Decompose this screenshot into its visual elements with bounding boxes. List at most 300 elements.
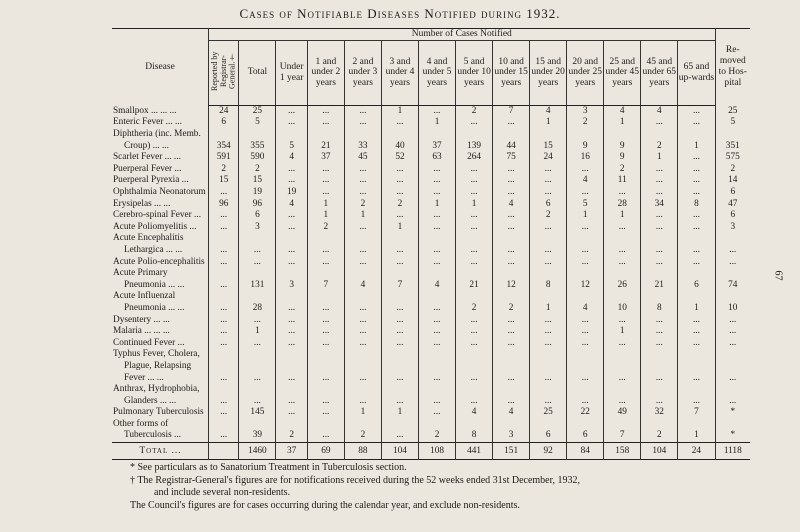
table-row — [112, 361, 750, 373]
table-row — [112, 443, 750, 460]
table-cell: ... — [381, 210, 418, 222]
table-cell: ... — [307, 338, 344, 350]
table-cell: ... — [604, 187, 641, 199]
table-cell: 39 — [239, 430, 276, 442]
page-number: 67 — [772, 270, 784, 281]
table-cell: ... — [530, 373, 567, 385]
table-cell — [678, 233, 715, 245]
table-cell: ... — [678, 245, 715, 257]
table-cell: ... — [456, 338, 493, 350]
table-cell — [381, 268, 418, 280]
table-cell: 1 — [456, 199, 493, 211]
table-cell: 108 — [419, 443, 456, 460]
table-cell — [678, 384, 715, 396]
table-cell — [715, 291, 750, 303]
table-cell — [641, 419, 678, 431]
table-cell: ... — [419, 326, 456, 338]
table-cell: ... — [419, 175, 456, 187]
table-cell: ... — [678, 164, 715, 176]
disease-name: Ophthalmia Neonatorum — [113, 187, 206, 197]
table-cell: ... — [381, 373, 418, 385]
table-cell: ... — [344, 257, 381, 269]
table-cell — [344, 291, 381, 303]
table-cell — [307, 384, 344, 396]
table-row — [112, 349, 750, 361]
table-cell: 3 — [239, 222, 276, 234]
disease-name: Malaria ... ... ... — [113, 326, 170, 337]
table-cell: 21 — [641, 280, 678, 292]
table-cell: 1 — [678, 430, 715, 442]
table-cell — [456, 233, 493, 245]
table-cell: ... — [641, 396, 678, 408]
table-cell: 74 — [715, 280, 750, 292]
table-cell — [276, 419, 307, 431]
table-cell — [419, 233, 456, 245]
table-cell — [456, 291, 493, 303]
table-cell: ... — [715, 245, 750, 257]
table-cell: ... — [381, 257, 418, 269]
table-cell — [530, 419, 567, 431]
table-cell — [276, 361, 307, 373]
table-cell: 264 — [456, 152, 493, 164]
header-age-col: 25 and under 45 years — [604, 40, 641, 105]
table-cell: 5 — [715, 117, 750, 129]
table-row — [112, 257, 750, 269]
table-cell: 131 — [239, 280, 276, 292]
table-cell: 2 — [307, 222, 344, 234]
table-row — [112, 396, 750, 408]
table-row — [112, 105, 750, 117]
footnote-council: The Council's figures are for cases occurring during the calendar year, and exclude non-residents. — [130, 499, 520, 511]
disease-name: Cerebro-spinal Fever ... — [113, 210, 202, 221]
table-cell: ... — [381, 315, 418, 327]
table-cell: 5 — [276, 141, 307, 153]
table-row — [112, 407, 750, 419]
table-cell: 44 — [493, 141, 530, 153]
table-cell: ... — [276, 164, 307, 176]
table-cell — [419, 349, 456, 361]
table-cell: 6 — [530, 199, 567, 211]
table-cell — [381, 291, 418, 303]
table-cell: ... — [419, 373, 456, 385]
table-cell: 32 — [641, 407, 678, 419]
table-cell — [239, 419, 276, 431]
table-cell — [239, 349, 276, 361]
table-cell — [344, 361, 381, 373]
table-cell: ... — [678, 175, 715, 187]
table-cell: ... — [209, 373, 239, 385]
table-cell: ... — [604, 257, 641, 269]
table-cell: ... — [419, 257, 456, 269]
table-cell: ... — [456, 164, 493, 176]
table-cell — [567, 291, 604, 303]
table-cell: ... — [715, 338, 750, 350]
table-cell: 1 — [307, 199, 344, 211]
table-cell — [641, 291, 678, 303]
table-cell — [456, 361, 493, 373]
table-cell — [530, 291, 567, 303]
page-title: Cases of Notifiable Diseases Notified during 1932. — [239, 6, 561, 21]
table-cell: ... — [530, 326, 567, 338]
table-cell: ... — [239, 373, 276, 385]
table-cell — [567, 419, 604, 431]
table-cell: 2 — [381, 199, 418, 211]
table-cell — [209, 291, 239, 303]
table-cell: 9 — [604, 152, 641, 164]
table-cell — [530, 268, 567, 280]
table-cell: 25 — [239, 105, 276, 117]
table-cell: ... — [307, 117, 344, 129]
table-cell: 7 — [493, 105, 530, 117]
header-number-of-cases: Number of Cases Notified — [209, 29, 715, 41]
table-cell — [344, 268, 381, 280]
table-cell: ... — [567, 187, 604, 199]
table-cell — [493, 129, 530, 141]
disease-name: Smallpox ... ... ... — [113, 105, 177, 116]
table-cell — [209, 129, 239, 141]
table-cell: ... — [344, 303, 381, 315]
table-cell: ... — [530, 315, 567, 327]
table-row — [112, 326, 750, 338]
table-cell: 2 — [344, 199, 381, 211]
table-cell — [456, 384, 493, 396]
table-cell: ... — [239, 315, 276, 327]
table-cell: ... — [678, 210, 715, 222]
table-cell: 6 — [715, 187, 750, 199]
table-cell: ... — [641, 257, 678, 269]
table-cell: 49 — [604, 407, 641, 419]
table-cell: ... — [567, 257, 604, 269]
table-cell: 25 — [715, 105, 750, 117]
table-cell: 84 — [567, 443, 604, 460]
table-cell — [381, 129, 418, 141]
table-cell: ... — [307, 315, 344, 327]
table-cell — [493, 233, 530, 245]
table-row — [112, 164, 750, 176]
table-cell — [381, 384, 418, 396]
table-cell: ... — [493, 175, 530, 187]
table-row — [112, 233, 750, 245]
table-cell: ... — [567, 326, 604, 338]
table-cell: 9 — [604, 141, 641, 153]
table-cell: ... — [209, 187, 239, 199]
table-cell: ... — [209, 338, 239, 350]
table-cell: 2 — [239, 164, 276, 176]
table-cell: 37 — [419, 141, 456, 153]
table-cell: 24 — [530, 152, 567, 164]
table-cell: 1 — [381, 407, 418, 419]
table-cell: ... — [276, 303, 307, 315]
table-cell: ... — [307, 407, 344, 419]
table-cell: ... — [641, 187, 678, 199]
table-cell: 26 — [604, 280, 641, 292]
table-cell: 354 — [209, 141, 239, 153]
table-cell — [456, 129, 493, 141]
table-cell: 3 — [567, 105, 604, 117]
disease-name: Acute Encephalitis — [113, 233, 184, 244]
table-cell: 52 — [381, 152, 418, 164]
header-age-col: 10 and under 15 years — [493, 40, 530, 105]
table-cell: ... — [209, 430, 239, 442]
table-cell: ... — [604, 338, 641, 350]
table-cell: ... — [419, 210, 456, 222]
table-cell: ... — [276, 257, 307, 269]
table-cell: ... — [276, 245, 307, 257]
table-cell: ... — [530, 257, 567, 269]
table-cell: 7 — [381, 280, 418, 292]
table-cell: 1 — [419, 199, 456, 211]
table-cell — [604, 291, 641, 303]
table-cell: ... — [239, 396, 276, 408]
table-cell — [344, 233, 381, 245]
disease-name: Acute Polio-encephalitis — [113, 256, 205, 267]
disease-name: Fever ... ... — [124, 372, 164, 383]
table-cell — [239, 291, 276, 303]
header-age-col: 3 and under 4 years — [381, 40, 418, 105]
table-cell: 6 — [209, 117, 239, 129]
table-cell: 10 — [604, 303, 641, 315]
table-cell — [307, 233, 344, 245]
footnote-registrar-cont: and include several non-residents. — [154, 487, 291, 498]
table-cell: ... — [567, 338, 604, 350]
disease-name: Puerperal Fever ... — [113, 163, 182, 174]
table-cell: ... — [307, 245, 344, 257]
table-cell: ... — [276, 373, 307, 385]
table-cell: 25 — [530, 407, 567, 419]
table-cell: 2 — [604, 164, 641, 176]
table-cell: ... — [493, 117, 530, 129]
table-cell: 2 — [567, 117, 604, 129]
table-cell — [715, 361, 750, 373]
header-age-col: 45 and under 65 years — [641, 40, 678, 105]
table-cell: 1 — [604, 326, 641, 338]
table-cell: 4 — [419, 280, 456, 292]
table-cell: 5 — [239, 117, 276, 129]
table-cell: 6 — [239, 210, 276, 222]
table-cell — [419, 291, 456, 303]
table-cell — [567, 349, 604, 361]
disease-name: Other forms of — [113, 418, 169, 429]
table-cell: ... — [209, 210, 239, 222]
table-cell: ... — [493, 315, 530, 327]
table-cell: ... — [493, 187, 530, 199]
table-cell: 33 — [344, 141, 381, 153]
table-cell: ... — [678, 326, 715, 338]
table-cell — [276, 268, 307, 280]
table-cell — [209, 349, 239, 361]
table-cell: ... — [307, 257, 344, 269]
table-cell: 15 — [530, 141, 567, 153]
table-cell: 37 — [276, 443, 307, 460]
table-cell: ... — [209, 245, 239, 257]
table-cell: 28 — [239, 303, 276, 315]
table-cell — [344, 419, 381, 431]
table-cell: 12 — [493, 280, 530, 292]
table-cell: 28 — [604, 199, 641, 211]
table-cell — [493, 268, 530, 280]
table-cell: 21 — [456, 280, 493, 292]
table-cell: ... — [344, 117, 381, 129]
table-cell: ... — [678, 222, 715, 234]
table-cell: ... — [344, 105, 381, 117]
table-cell: 1 — [641, 152, 678, 164]
disease-name: Anthrax, Hydrophobia, — [113, 384, 200, 395]
table-cell — [493, 349, 530, 361]
table-cell: ... — [276, 222, 307, 234]
table-cell: ... — [419, 315, 456, 327]
header-age-col: 65 and up-wards — [678, 40, 715, 105]
table-cell: ... — [641, 210, 678, 222]
table-row — [112, 315, 750, 327]
table-cell — [678, 349, 715, 361]
table-cell: ... — [493, 164, 530, 176]
table-cell: ... — [209, 407, 239, 419]
table-cell: ... — [456, 187, 493, 199]
table-cell: ... — [307, 373, 344, 385]
table-cell: 47 — [715, 199, 750, 211]
table-cell: 4 — [567, 303, 604, 315]
table-cell: ... — [604, 396, 641, 408]
table-cell: ... — [493, 326, 530, 338]
table-row — [112, 268, 750, 280]
table-cell: ... — [530, 396, 567, 408]
table-row — [112, 373, 750, 385]
table-cell: ... — [641, 338, 678, 350]
table-cell: 2 — [276, 430, 307, 442]
disease-name: Typhus Fever, Cholera, — [113, 349, 200, 360]
table-cell — [239, 384, 276, 396]
table-cell: ... — [641, 245, 678, 257]
table-cell: ... — [715, 373, 750, 385]
disease-name: Lethargica ... ... — [124, 244, 183, 255]
footnote-registrar: † The Registrar-General's figures are for notifications received during the 52 weeks ended 31st December, 1932, — [130, 474, 581, 486]
table-cell — [678, 268, 715, 280]
table-cell: 1 — [381, 222, 418, 234]
table-cell: ... — [381, 326, 418, 338]
table-cell — [604, 361, 641, 373]
table-cell — [604, 419, 641, 431]
table-cell — [715, 349, 750, 361]
table-cell: ... — [678, 338, 715, 350]
header-age-col: Under 1 year — [276, 40, 307, 105]
table-cell: ... — [604, 245, 641, 257]
table-cell — [381, 349, 418, 361]
table-cell: ... — [307, 105, 344, 117]
table-cell: ... — [493, 257, 530, 269]
table-cell: 4 — [493, 199, 530, 211]
table-cell: 4 — [344, 280, 381, 292]
disease-name: Diphtheria (inc. Memb. — [113, 129, 201, 140]
table-cell — [604, 349, 641, 361]
table-cell: ... — [381, 303, 418, 315]
disease-name: Total ... — [139, 446, 182, 457]
table-cell — [604, 233, 641, 245]
table-cell: ... — [493, 222, 530, 234]
table-cell — [239, 268, 276, 280]
table-row — [112, 430, 750, 442]
table-cell — [641, 384, 678, 396]
footnotes — [130, 462, 750, 512]
table-cell: 24 — [678, 443, 715, 460]
table-cell: 158 — [604, 443, 641, 460]
table-cell — [678, 129, 715, 141]
table-cell: 45 — [344, 152, 381, 164]
table-cell — [604, 268, 641, 280]
table-cell — [209, 361, 239, 373]
table-cell: 1 — [530, 117, 567, 129]
table-cell — [678, 291, 715, 303]
table-row — [112, 303, 750, 315]
table-cell — [715, 129, 750, 141]
table-cell: 6 — [567, 430, 604, 442]
table-cell: ... — [456, 326, 493, 338]
table-cell: ... — [419, 105, 456, 117]
table-cell: ... — [239, 257, 276, 269]
table-cell: ... — [381, 430, 418, 442]
table-cell: ... — [307, 430, 344, 442]
table-cell: 63 — [419, 152, 456, 164]
table-cell: 2 — [641, 430, 678, 442]
table-cell: 19 — [276, 187, 307, 199]
table-cell: 441 — [456, 443, 493, 460]
table-cell: ... — [456, 222, 493, 234]
table-cell — [530, 361, 567, 373]
table-cell — [209, 443, 239, 460]
table-cell: ... — [456, 257, 493, 269]
table-cell: 1 — [344, 210, 381, 222]
table-cell: 12 — [567, 280, 604, 292]
table-cell: 6 — [715, 210, 750, 222]
table-cell — [715, 268, 750, 280]
header-disease: Disease — [145, 61, 175, 72]
table-cell: ... — [493, 245, 530, 257]
table-cell: 15 — [239, 175, 276, 187]
table-cell: ... — [381, 338, 418, 350]
disease-name: Dysentery ... ... — [113, 314, 170, 325]
table-cell: 8 — [641, 303, 678, 315]
disease-name: Acute Primary — [113, 268, 168, 279]
table-cell: 4 — [567, 175, 604, 187]
header-age-col: 2 and under 3 years — [344, 40, 381, 105]
table-cell — [530, 129, 567, 141]
table-cell: 24 — [209, 105, 239, 117]
table-cell: ... — [641, 326, 678, 338]
table-cell — [493, 291, 530, 303]
table-cell — [419, 361, 456, 373]
table-cell — [493, 384, 530, 396]
table-cell — [641, 349, 678, 361]
table-cell: 590 — [239, 152, 276, 164]
table-cell: ... — [641, 164, 678, 176]
table-cell: 2 — [456, 303, 493, 315]
table-cell — [344, 349, 381, 361]
disease-name: Glanders ... ... — [124, 395, 177, 406]
table-cell — [456, 419, 493, 431]
table-cell: ... — [344, 373, 381, 385]
disease-name: Continued Fever ... — [113, 337, 185, 348]
table-cell: 4 — [456, 407, 493, 419]
table-cell: ... — [419, 164, 456, 176]
table-cell: 40 — [381, 141, 418, 153]
table-cell: 355 — [239, 141, 276, 153]
table-cell: ... — [530, 222, 567, 234]
table-cell: ... — [276, 175, 307, 187]
table-cell: ... — [567, 373, 604, 385]
table-cell: ... — [209, 396, 239, 408]
table-cell: ... — [419, 303, 456, 315]
table-cell: ... — [530, 245, 567, 257]
table-cell: 15 — [209, 175, 239, 187]
